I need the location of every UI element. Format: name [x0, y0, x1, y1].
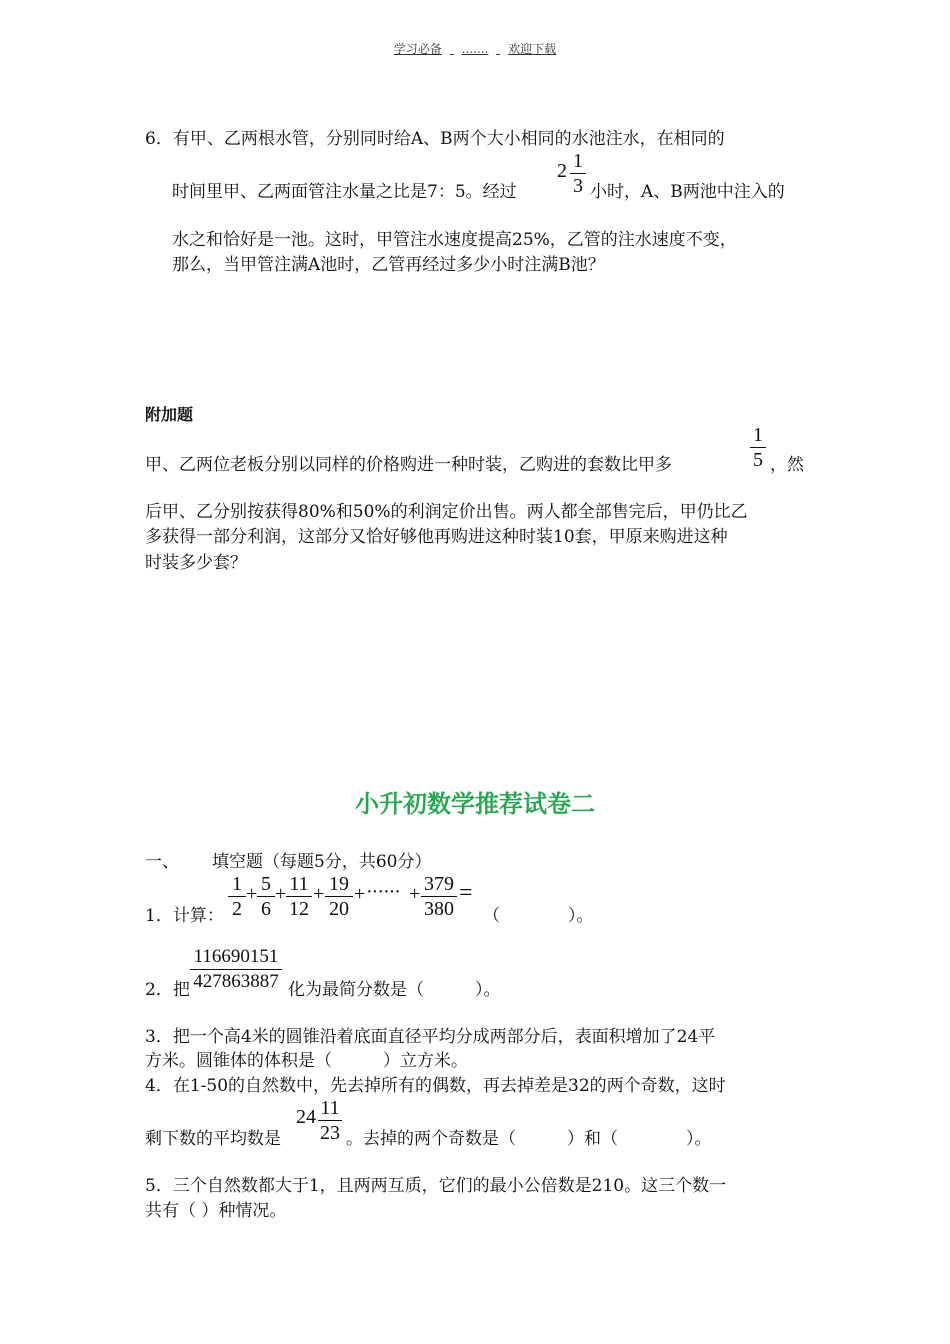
p4-mixed-fraction — [318, 1097, 342, 1144]
p2-fraction — [190, 946, 282, 993]
p1-frac5-num: 379 — [424, 873, 454, 895]
section1-number: 一、 — [145, 852, 179, 872]
q6-line4: 那么，当甲管注满A池时，乙管再经过多少小时注满B池？ — [172, 255, 605, 275]
section1-text: 填空题（每题5分，共60分） — [212, 852, 432, 872]
q6-line2b: 小时，A、B两池中注入的 — [590, 182, 785, 202]
q6-frac-den: 3 — [573, 175, 583, 197]
p1-ellipsis: ······ — [366, 881, 400, 903]
p5-line1: 5．三个自然数都大于1，且两两互质，它们的最小公倍数是210。这三个数一 — [145, 1176, 727, 1196]
p1-frac1-den: 2 — [232, 898, 242, 920]
p1-fraction-5 — [421, 873, 457, 920]
q6-line3: 水之和恰好是一池。这时，甲管注水速度提高25%，乙管的注水速度不变， — [172, 230, 737, 250]
fraction-bar — [228, 896, 246, 897]
fraction-bar — [421, 896, 457, 897]
fraction-bar — [570, 173, 586, 174]
p1-fraction-2 — [257, 873, 275, 920]
p2-prefix: 2．把 — [145, 980, 190, 1000]
p4-line2a: 剩下数的平均数是 — [145, 1129, 281, 1149]
p1-answer-blank: （ ）。 — [483, 906, 594, 926]
p1-frac1-num: 1 — [232, 873, 242, 895]
p4-frac-num: 11 — [320, 1097, 340, 1119]
paper-title: 小升初数学推荐试卷二 — [355, 790, 595, 818]
q6-mixed-whole: 2 — [557, 160, 567, 182]
p1-plus-1: + — [246, 883, 258, 905]
p1-plus-4: + — [354, 883, 366, 905]
q6-line1: 6．有甲、乙两根水管，分别同时给A、B两个大小相同的水池注水，在相同的 — [145, 129, 725, 149]
p1-frac4-num: 19 — [329, 873, 349, 895]
p2-frac-num: 116690151 — [193, 946, 279, 967]
page-header — [0, 40, 950, 57]
q6-line2a: 时间里甲、乙两面管注水量之比是7：5。经过 — [172, 182, 517, 202]
header-right: 欢迎下载 — [508, 42, 557, 56]
p1-frac3-den: 12 — [289, 898, 309, 920]
p1-plus-3: + — [313, 883, 325, 905]
p1-label: 1．计算： — [145, 906, 224, 926]
fraction-bar — [190, 969, 282, 970]
bonus-line1a: 甲、乙两位老板分别以同样的价格购进一种时装，乙购进的套数比甲多 — [145, 455, 672, 475]
bonus-heading: 附加题 — [145, 405, 194, 424]
fraction-bar — [257, 896, 275, 897]
q6-mixed-fraction — [570, 150, 586, 197]
p1-fraction-3 — [286, 873, 312, 920]
p1-frac4-den: 20 — [329, 898, 349, 920]
p4-mixed-whole: 24 — [296, 1106, 316, 1128]
p4-line2b: 。去掉的两个奇数是（ ）和（ ）。 — [346, 1129, 712, 1149]
p1-frac2-num: 5 — [261, 873, 271, 895]
p1-fraction-4 — [325, 873, 353, 920]
p4-frac-den: 23 — [320, 1122, 340, 1144]
p1-fraction-1 — [228, 873, 246, 920]
bonus-frac-num: 1 — [753, 424, 763, 446]
header-dots: ....... — [461, 42, 489, 56]
p3-line1: 3．把一个高4米的圆锥沿着底面直径平均分成两部分后，表面积增加了24平 — [145, 1027, 716, 1047]
p1-frac2-den: 6 — [261, 898, 271, 920]
p1-frac3-num: 11 — [289, 873, 309, 895]
fraction-bar — [318, 1120, 342, 1121]
fraction-bar — [750, 447, 766, 448]
p2-frac-den: 427863887 — [193, 971, 279, 992]
bonus-line4: 时装多少套？ — [145, 553, 247, 573]
fraction-bar — [325, 896, 353, 897]
bonus-line1b: ，然 — [770, 455, 804, 475]
bonus-line3: 多获得一部分利润，这部分又恰好够他再购进这种时装10套，甲原来购进这种 — [145, 527, 728, 547]
bonus-fraction — [750, 424, 766, 471]
p2-suffix: 化为最简分数是（ ）。 — [288, 980, 501, 1000]
fraction-bar — [286, 896, 312, 897]
p1-plus-5: + — [409, 883, 421, 905]
q6-frac-num: 1 — [573, 150, 583, 172]
p1-frac5-den: 380 — [424, 898, 454, 920]
p1-plus-2: + — [275, 883, 287, 905]
header-left: 学习必备 — [393, 42, 442, 56]
p4-line1: 4．在1-50的自然数中，先去掉所有的偶数，再去掉差是32的两个奇数，这时 — [145, 1076, 726, 1096]
p1-equals: = — [459, 880, 473, 906]
bonus-line2: 后甲、乙分别按获得80%和50%的利润定价出售。两人都全部售完后，甲仍比乙 — [145, 502, 748, 522]
p5-line2: 共有（ ）种情况。 — [145, 1201, 287, 1221]
bonus-frac-den: 5 — [753, 449, 763, 471]
p3-line2: 方米。圆锥体的体积是（ ）立方米。 — [145, 1051, 468, 1071]
